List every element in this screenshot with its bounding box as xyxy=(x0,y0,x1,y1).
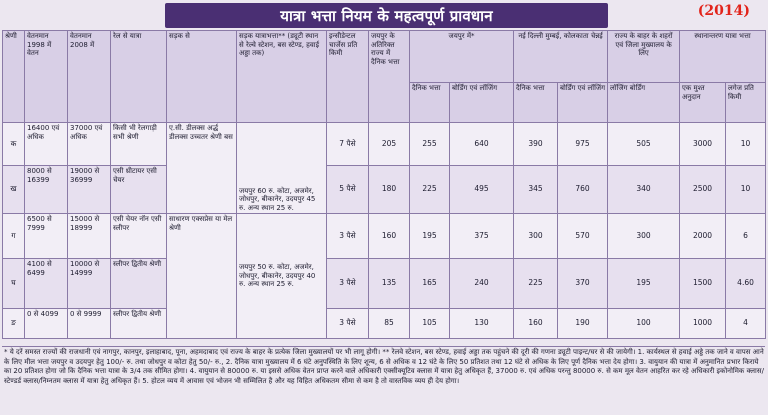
jaipur-extra-cell: 160 xyxy=(369,214,410,259)
rail-cell: स्लीपर द्वितीय श्रेणी xyxy=(111,309,167,339)
header-metro: नई दिल्ली मुम्बई, कोलकाता चेन्नई xyxy=(514,31,608,83)
incidental-cell: 7 पैसे xyxy=(327,123,369,166)
table-row xyxy=(3,309,766,339)
incidental-cell: 3 पैसे xyxy=(327,259,369,309)
header-pay-2008: वेतनमान 2008 में xyxy=(68,31,111,123)
metro-daily-cell: 300 xyxy=(514,214,558,259)
outside-cell: 300 xyxy=(608,214,680,259)
luggage-cell: 10 xyxy=(726,123,766,166)
header-jaipur-daily: दैनिक भत्ता xyxy=(410,83,450,123)
jaipur-boarding-cell: 130 xyxy=(450,309,514,339)
jaipur-extra-cell: 205 xyxy=(369,123,410,166)
pay1998-cell: 6500 से 7999 xyxy=(25,214,68,259)
pay2008-cell: 0 से 9999 xyxy=(68,309,111,339)
jaipur-daily-cell: 105 xyxy=(410,309,450,339)
road-travel-cell: जयपुर 50 रु. कोटा, अजमेर, जोधपुर, बीकानेर, उदयपुर 40 रु. अन्य स्थान 25 रु. xyxy=(237,214,327,339)
lump-cell: 2000 xyxy=(680,214,726,259)
header-road-travel: सड़क यात्राभत्ता** (ड्यूटी स्थान से रेल्वे स्टेशन, बस स्टेण्ड, हवाई अड्डा तक) xyxy=(237,31,327,123)
incidental-cell: 3 पैसे xyxy=(327,309,369,339)
header-pay-1998: वेतनमान 1998 में वेतन xyxy=(25,31,68,123)
outside-cell: 340 xyxy=(608,166,680,214)
outside-cell: 505 xyxy=(608,123,680,166)
pay2008-cell: 15000 से 18999 xyxy=(68,214,111,259)
rail-cell: स्लीपर द्वितीय श्रेणी xyxy=(111,259,167,309)
grade-cell: क xyxy=(3,123,25,166)
document-title: यात्रा भत्ता नियम के महत्वपूर्ण प्रावधान xyxy=(280,6,493,25)
jaipur-extra-cell: 135 xyxy=(369,259,410,309)
outside-cell: 100 xyxy=(608,309,680,339)
pay2008-cell: 10000 से 14999 xyxy=(68,259,111,309)
header-luggage: लगेज प्रति किमी xyxy=(726,83,766,123)
metro-boarding-cell: 975 xyxy=(558,123,608,166)
rail-cell: एसी चेयर नॉन एसी स्लीपर xyxy=(111,214,167,259)
grade-cell: ङ xyxy=(3,309,25,339)
header-jaipur-boarding: बोर्डिंग एवं लॉजिंग xyxy=(450,83,514,123)
table-row xyxy=(3,123,766,166)
pay1998-cell: 0 से 4099 xyxy=(25,309,68,339)
metro-boarding-cell: 760 xyxy=(558,166,608,214)
jaipur-daily-cell: 195 xyxy=(410,214,450,259)
header-row-1 xyxy=(3,31,766,83)
table-row xyxy=(3,214,766,259)
jaipur-boarding-cell: 240 xyxy=(450,259,514,309)
header-outside-lodging: लॉजिंग बोर्डिंग xyxy=(608,83,680,123)
year-label: (2014) xyxy=(697,3,750,19)
pay2008-cell: 37000 एवं अधिक xyxy=(68,123,111,166)
metro-daily-cell: 160 xyxy=(514,309,558,339)
metro-daily-cell: 345 xyxy=(514,166,558,214)
incidental-cell: 3 पैसे xyxy=(327,214,369,259)
pay1998-cell: 16400 एवं अधिक xyxy=(25,123,68,166)
lump-cell: 2500 xyxy=(680,166,726,214)
road-travel-cell: जयपुर 60 रु. कोटा, अजमेर, जोधपुर, बीकानेर, उदयपुर 45 रु. अन्य स्थान 25 रु. xyxy=(237,123,327,214)
header-incidental: इन्सीडेन्टल चार्जेस प्रति किमी xyxy=(327,31,369,123)
header-lump-sum: एक मुश्त अनुदान xyxy=(680,83,726,123)
lump-cell: 1500 xyxy=(680,259,726,309)
jaipur-extra-cell: 85 xyxy=(369,309,410,339)
footnote-text: * ये दरें समस्त राज्यों की राजधानी एवं नागपुर, कानपुर, इलाहाबाद, पूना, अहमदाबाद एवं राज्य के बाहर के प्रत्येक जिला मुख्यालयों पर भी लागू होगी। ** रेलवे स्टेशन, बस स्टेण्ड, हवाई अड्डा तक पहुंचने की दूरी की गणना ड्यूटी पाइन्ट/घर से की जायेगी। 1. कार्यस्थल से हवाई अड्डे तक जाने व वापस आने के लिए मील भत्ता जयपुर व उदयपुर हेतु 100/- रु. तथा जोधपुर व कोटा हेतु 50/- रु., 2. दैनिक यात्रा मुख्यालय में 6 घंटे अनुपस्थिति के लिए शून्य, 6 से अधिक व 12 घंटे के लिए 50 प्रतिशत तथा 12 घंटे से अधिक के लिए पूर्ण दैनिक भत्ता देय होगा। 3. वायुयान की यात्रा में अनुमानित प्रभार किराये का 20 प्रतिशत होगा जो कि दैनिक भत्ता यात्रा के 3/4 तक सीमित होगा। 4. वायुयान से 80000 रु. या इससे अधिक वेतन प्राप्त करने वाले अधिकारी एक्सीक्यूटिव क्लास में यात्रा हेतु अधिकृत हैं, 37000 रु. एवं अधिक परन्तु 80000 रु. से कम मूल वेतन आहरित कर रहे अधिकारी इकोनोमिक क्लास/स्टेण्डर्ड क्लास/निम्नतम क्लास में यात्रा हेतु अधिकृत हैं। 5. होटल व्यय में आवास एवं भोजन भी सम्मिलित है और यह विहित अधिकतम सीमा से कम है तो वास्तविक व्यय ही देय होगा। xyxy=(4,348,764,385)
header-metro-daily: दैनिक भत्ता xyxy=(514,83,558,123)
pay1998-cell: 4100 से 6499 xyxy=(25,259,68,309)
road-cell: ए.सी. डीलक्स अर्द्ध डीलक्स उच्चतर श्रेणी बस xyxy=(167,123,237,214)
title-banner xyxy=(165,3,608,28)
jaipur-extra-cell: 180 xyxy=(369,166,410,214)
jaipur-daily-cell: 225 xyxy=(410,166,450,214)
header-jaipur-extra: जयपुर के अतिरिक्त राज्य में दैनिक भत्ता xyxy=(369,31,410,123)
rail-cell: एसी थ्रीटायर एसी चेयर xyxy=(111,166,167,214)
grade-cell: घ xyxy=(3,259,25,309)
header-jaipur: जयपुर में* xyxy=(410,31,514,83)
header-rail: रेल से यात्रा xyxy=(111,31,167,123)
luggage-cell: 4.60 xyxy=(726,259,766,309)
pay2008-cell: 19000 से 36999 xyxy=(68,166,111,214)
metro-daily-cell: 225 xyxy=(514,259,558,309)
table-row xyxy=(3,259,766,309)
header-metro-boarding: बोर्डिंग एवं लॉजिंग xyxy=(558,83,608,123)
metro-boarding-cell: 570 xyxy=(558,214,608,259)
lump-cell: 1000 xyxy=(680,309,726,339)
luggage-cell: 4 xyxy=(726,309,766,339)
jaipur-boarding-cell: 640 xyxy=(450,123,514,166)
jaipur-boarding-cell: 495 xyxy=(450,166,514,214)
header-transfer: स्थानान्तरण यात्रा भत्ता xyxy=(680,31,766,83)
metro-daily-cell: 390 xyxy=(514,123,558,166)
grade-cell: ग xyxy=(3,214,25,259)
grade-cell: ख xyxy=(3,166,25,214)
jaipur-daily-cell: 255 xyxy=(410,123,450,166)
jaipur-boarding-cell: 375 xyxy=(450,214,514,259)
luggage-cell: 6 xyxy=(726,214,766,259)
luggage-cell: 10 xyxy=(726,166,766,214)
metro-boarding-cell: 190 xyxy=(558,309,608,339)
lump-cell: 3000 xyxy=(680,123,726,166)
metro-boarding-cell: 370 xyxy=(558,259,608,309)
header-outside: राज्य के बाहर के शहरों एवं जिला मुख्यालय के लिए xyxy=(608,31,680,83)
allowance-table xyxy=(2,30,766,339)
pay1998-cell: 8000 से 16399 xyxy=(25,166,68,214)
road-cell: साधारण एक्सप्रेस या मेल श्रेणी xyxy=(167,214,237,339)
outside-cell: 195 xyxy=(608,259,680,309)
incidental-cell: 5 पैसे xyxy=(327,166,369,214)
header-road: सड़क से xyxy=(167,31,237,123)
jaipur-daily-cell: 165 xyxy=(410,259,450,309)
table-row xyxy=(3,166,766,214)
header-grade: श्रेणी xyxy=(3,31,25,123)
rail-cell: किसी भी रेलगाड़ी सभी श्रेणी xyxy=(111,123,167,166)
